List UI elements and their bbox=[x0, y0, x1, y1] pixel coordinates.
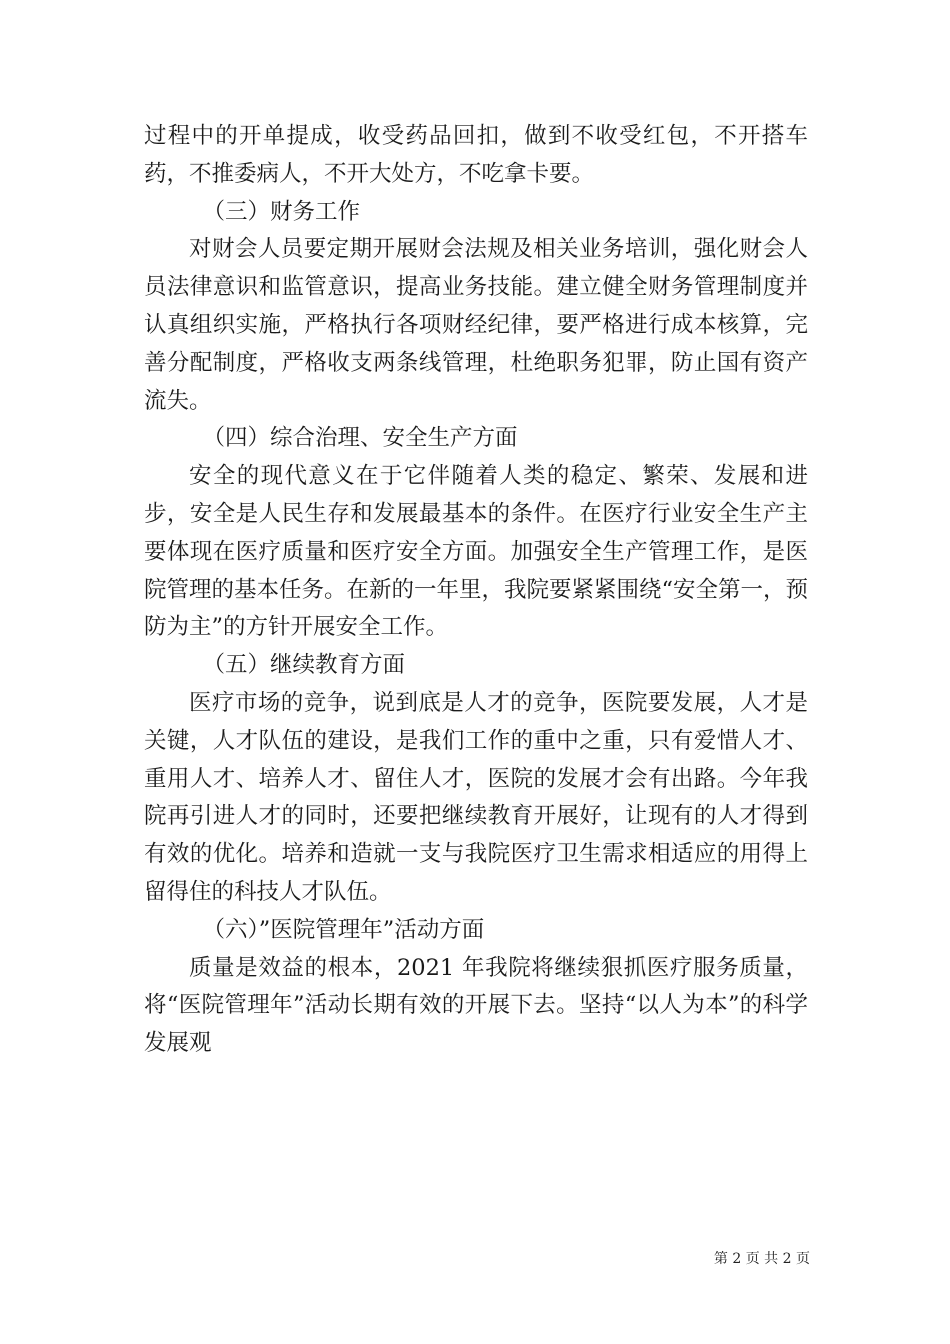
section-heading-finance: （三）财务工作 bbox=[202, 198, 361, 225]
section-heading-education: （五）继续教育方面 bbox=[202, 652, 406, 679]
section-heading-safety: （四）综合治理、安全生产方面 bbox=[202, 425, 518, 452]
section-heading-management-year: （六）”医院管理年”活动方面 bbox=[202, 916, 485, 943]
paragraph-finance: 对财会人员要定期开展财会法规及相关业务培训，强化财会人员法律意识和监管意识，提高业务技能。建立健全财务管理制度并认真组织实施，严格执行各项财经纪律，要严格进行成本核算，完善分配制度，严格收支两条线管理，杜绝职务犯罪，防止国有资产流失。 bbox=[144, 236, 808, 414]
paragraph-safety: 安全的现代意义在于它伴随着人类的稳定、繁荣、发展和进步，安全是人民生存和发展最基本的条件。在医疗行业安全生产主要体现在医疗质量和医疗安全方面。加强安全生产管理工作，是医院管理的基本任务。在新的一年里，我院要紧紧围绕“安全第一，预防为主”的方针开展安全工作。 bbox=[144, 463, 809, 641]
page-number: 第 2 页 共 2 页 bbox=[713, 1251, 810, 1267]
paragraph-education: 医疗市场的竞争，说到底是人才的竞争，医院要发展，人才是关键，人才队伍的建设，是我们工作的重中之重，只有爱惜人才、重用人才、培养人才、留住人才，医院的发展才会有出路。今年我院再引进人才的同时，还要把继续教育开展好，让现有的人才得到有效的优化。培养和造就一支与我院医疗卫生需求相适应的用得上留得住的科技人才队伍。 bbox=[144, 689, 808, 905]
paragraph-management-year: 质量是效益的根本，2021 年我院将继续狠抓医疗服务质量，将“医院管理年”活动长期有效的开展下去。坚持“以人为本”的科学发展观 bbox=[144, 954, 808, 1057]
document-body bbox=[144, 118, 808, 1063]
paragraph-continued: 过程中的开单提成，收受药品回扣，做到不收受红包，不开搭车药，不推委病人，不开大处方，不吃拿卡要。 bbox=[144, 123, 808, 187]
